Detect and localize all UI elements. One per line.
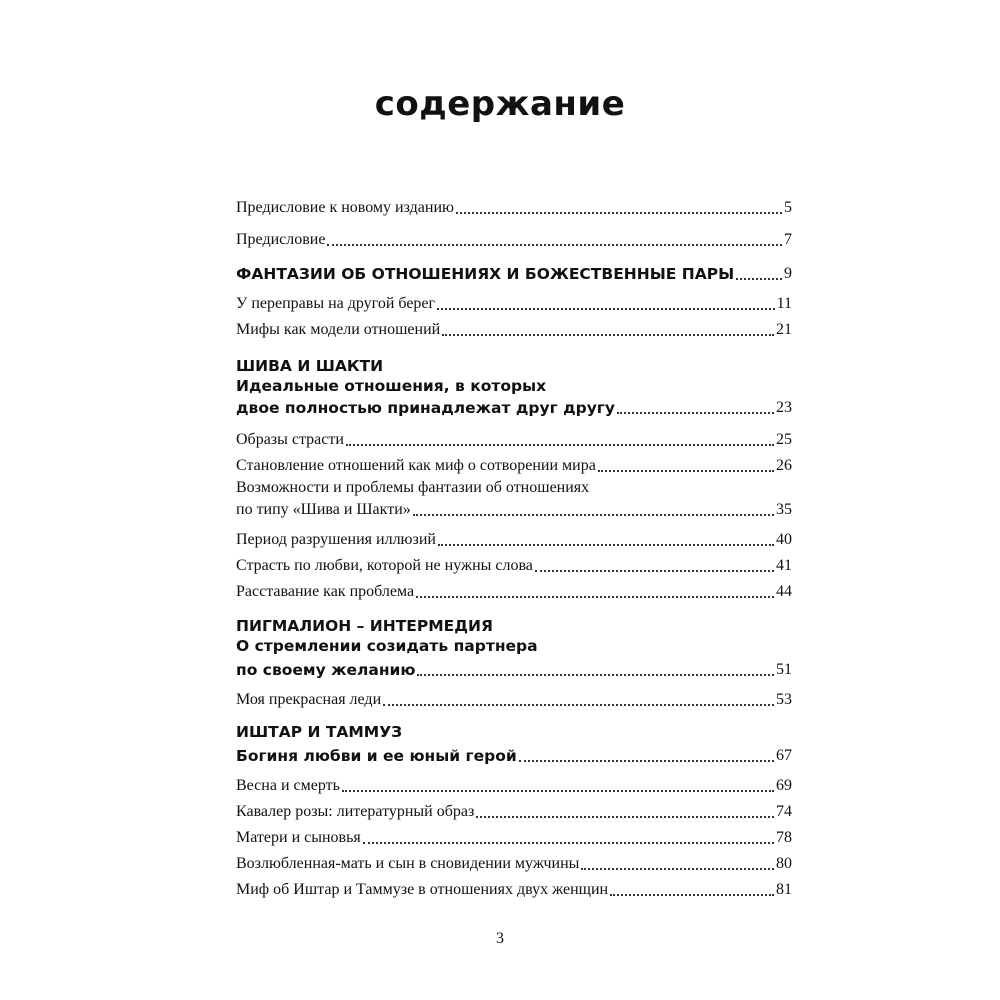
toc-entry-page: 9 <box>784 265 792 282</box>
toc-entry-page: 74 <box>776 803 792 820</box>
toc-entry-text: Расставание как проблема <box>236 583 415 600</box>
dot-leader <box>416 596 774 598</box>
toc-entry-text: Предисловие к новому изданию <box>236 199 454 216</box>
toc-entry-text: Предисловие <box>236 231 326 248</box>
toc-entry-page: 11 <box>776 295 792 312</box>
dot-leader <box>581 868 774 870</box>
toc-entry-mother-son-dream[interactable] <box>236 848 792 874</box>
page-title: содержание <box>374 84 626 124</box>
dot-leader <box>327 244 782 246</box>
dot-leader <box>617 412 774 414</box>
toc-section-text: по своему желанию <box>236 661 416 679</box>
toc-entry-myths-models[interactable] <box>236 314 792 340</box>
toc-entry-creation[interactable] <box>236 450 792 476</box>
toc-section-shiva[interactable] <box>236 392 792 418</box>
toc-entry-possibilities[interactable] <box>236 494 792 520</box>
dot-leader <box>535 570 774 572</box>
toc-entry-crossing[interactable] <box>236 288 792 314</box>
toc-section-text: двое полностью принадлежат друг другу <box>236 399 616 417</box>
toc-section-text: ФАНТАЗИИ ОБ ОТНОШЕНИЯХ И БОЖЕСТВЕННЫЕ ПАРЫ <box>236 265 735 283</box>
dot-leader <box>438 544 774 546</box>
toc-entry-page: 69 <box>776 777 792 794</box>
toc-entry-text: Страсть по любви, которой не нужны слова <box>236 557 533 574</box>
toc-entry-page: 23 <box>776 399 792 416</box>
page-number: 3 <box>496 930 504 947</box>
dot-leader <box>610 894 774 896</box>
toc-entry-page: 81 <box>776 881 792 898</box>
toc-entry-text: Мифы как модели отношений <box>236 321 441 338</box>
toc-section-shiva-heading: ШИВА И ШАКТИ <box>236 357 384 375</box>
dot-leader <box>417 674 774 676</box>
toc-entry-mothers-sons[interactable] <box>236 822 792 848</box>
toc-entry-illusions[interactable] <box>236 524 792 550</box>
dot-leader <box>598 470 774 472</box>
toc-entry-text: Весна и смерть <box>236 777 340 794</box>
toc-section-text: Богиня любви и ее юный герой <box>236 747 517 765</box>
toc-entry-preface[interactable] <box>236 224 792 250</box>
toc-entry-page: 44 <box>776 583 792 600</box>
toc-entry-page: 26 <box>776 457 792 474</box>
dot-leader <box>342 790 774 792</box>
toc-entry-page: 41 <box>776 557 792 574</box>
toc-entry-page: 51 <box>776 661 792 678</box>
toc-entry-ishtar-women[interactable] <box>236 874 792 900</box>
dot-leader <box>736 278 782 280</box>
toc-entry-page: 40 <box>776 531 792 548</box>
toc-entry-page: 53 <box>776 691 792 708</box>
toc-entry-text: Миф об Иштар и Таммузе в отношениях двух женщин <box>236 881 609 898</box>
toc-entry-rosenkavalier[interactable] <box>236 796 792 822</box>
dot-leader <box>476 816 774 818</box>
toc-entry-spring-death[interactable] <box>236 770 792 796</box>
toc-entry-passion-love[interactable] <box>236 550 792 576</box>
toc-entry-text: Кавалер розы: литературный образ <box>236 803 475 820</box>
toc-entry-text: Матери и сыновья <box>236 829 361 846</box>
dot-leader <box>442 334 774 336</box>
toc-entry-possibilities-line: Возможности и проблемы фантазии об отношениях <box>236 479 590 496</box>
toc-section-ishtar[interactable] <box>236 740 792 766</box>
toc-entry-text: Возлюбленная-мать и сын в сновидении мужчины <box>236 855 580 872</box>
toc-entry-fair-lady[interactable] <box>236 684 792 710</box>
dot-leader <box>383 704 774 706</box>
toc-section-pygmalion[interactable] <box>236 654 792 680</box>
dot-leader <box>363 842 774 844</box>
toc-entry-page: 5 <box>784 199 792 216</box>
toc-entry-page: 21 <box>776 321 792 338</box>
toc-entry-page: 7 <box>784 231 792 248</box>
toc-entry-page: 35 <box>776 501 792 518</box>
toc-entry-preface-new[interactable] <box>236 192 792 218</box>
toc-entry-parting[interactable] <box>236 576 792 602</box>
toc-entry-text: по типу «Шива и Шакти» <box>236 501 411 518</box>
toc-entry-text: Образы страсти <box>236 431 344 448</box>
toc-section-pygmalion-heading: ПИГМАЛИОН – ИНТЕРМЕДИЯ <box>236 617 493 635</box>
toc-entry-page: 67 <box>776 747 792 764</box>
toc-entry-page: 80 <box>776 855 792 872</box>
toc-section-ishtar-heading: ИШТАР И ТАММУЗ <box>236 723 403 741</box>
toc-section-shiva-subtitle: Идеальные отношения, в которых <box>236 377 547 395</box>
toc-entry-text: У переправы на другой берег <box>236 295 436 312</box>
toc-entry-passion-images[interactable] <box>236 424 792 450</box>
dot-leader <box>346 444 774 446</box>
toc-entry-text: Моя прекрасная леди <box>236 691 382 708</box>
toc-entry-text: Период разрушения иллюзий <box>236 531 436 548</box>
dot-leader <box>413 514 774 516</box>
toc-section-pygmalion-subtitle: О стремлении созидать партнера <box>236 637 538 655</box>
toc-entry-page: 78 <box>776 829 792 846</box>
toc-entry-page: 25 <box>776 431 792 448</box>
dot-leader <box>437 308 775 310</box>
dot-leader <box>456 212 782 214</box>
toc-entry-text: Становление отношений как миф о сотворении мира <box>236 457 596 474</box>
dot-leader <box>519 760 774 762</box>
toc-section-fantasies[interactable] <box>236 258 792 284</box>
